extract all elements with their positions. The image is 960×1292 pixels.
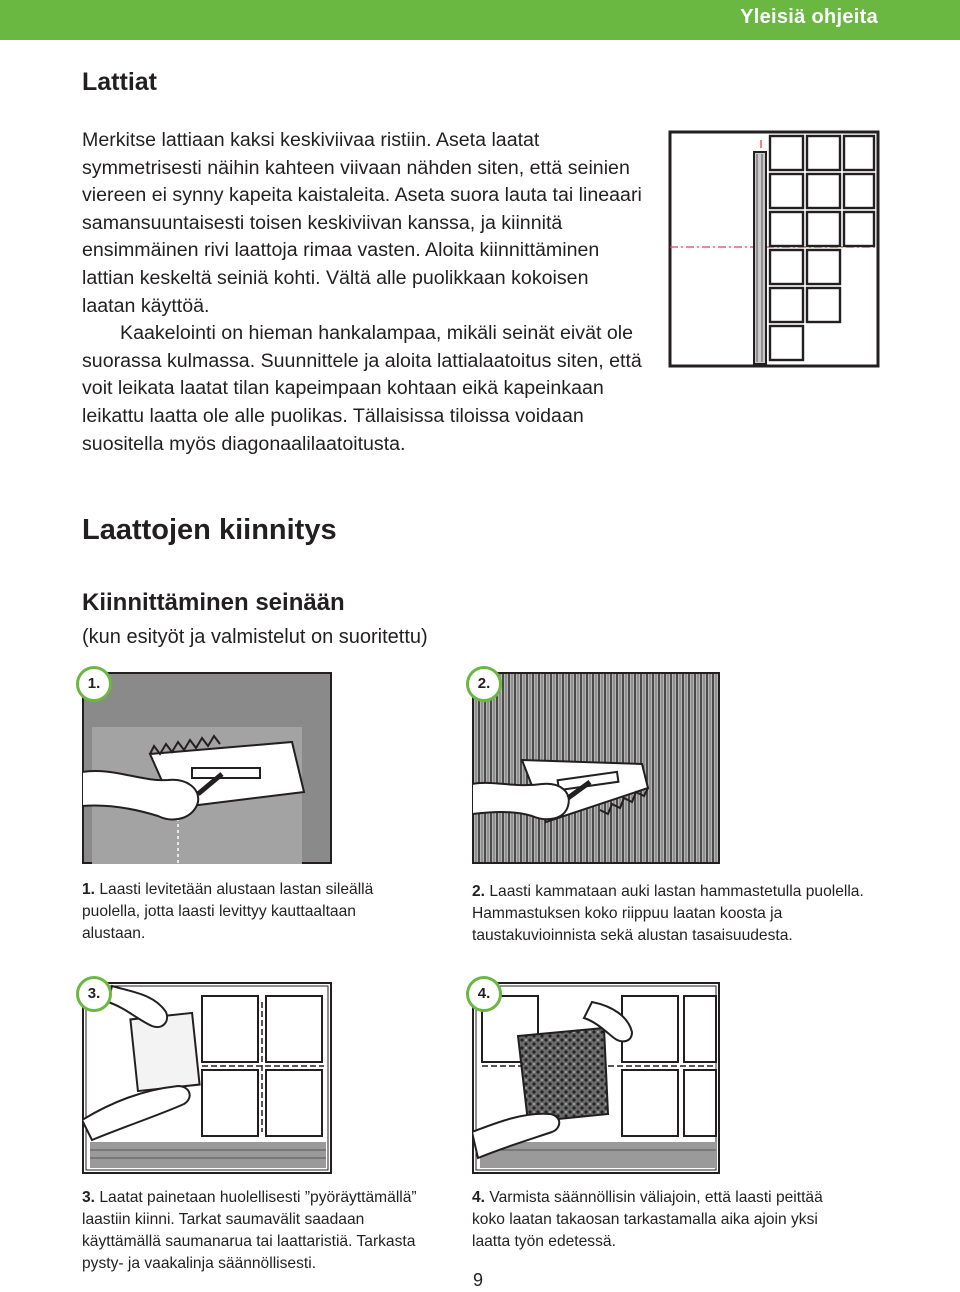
step-4-badge: 4. — [466, 976, 502, 1012]
header-bar — [0, 0, 960, 40]
step-1-number: 1. — [82, 881, 96, 898]
wall-fixing-title: Kiinnittäminen seinään — [82, 589, 345, 616]
step-1-caption — [82, 879, 382, 945]
step-1-badge: 1. — [76, 666, 112, 702]
step-3-badge: 3. — [76, 976, 112, 1012]
step-2-illustration — [472, 672, 720, 869]
wall-fixing-subtitle: (kun esityöt ja valmistelut on suoritettu) — [82, 626, 428, 648]
page-number: 9 — [473, 1270, 484, 1290]
floor-text — [82, 127, 647, 458]
step-4-illustration — [472, 982, 720, 1179]
fixing-title: Laattojen kiinnitys — [82, 514, 337, 546]
step-4-svg — [472, 982, 720, 1174]
step-4-number: 4. — [472, 1189, 486, 1206]
step-4-text: Varmista säännöllisin väliajoin, että laasti peittää koko laatan takaosan tarkastamalla aika ajoin yksi laatta työn edetessä. — [472, 1189, 823, 1250]
step-2-badge: 2. — [466, 666, 502, 702]
step-1-text: Laasti levitetään alustaan lastan sileällä puolella, jotta laasti levittyy kauttaaltaan alustaan. — [82, 881, 374, 942]
step-1-illustration — [82, 672, 332, 869]
step-3-illustration — [82, 982, 332, 1179]
step-2-caption — [472, 881, 872, 947]
floor-title: Lattiat — [82, 68, 157, 96]
step-3-svg — [82, 982, 332, 1174]
floor-paragraph-1: Merkitse lattiaan kaksi keskiviivaa ristiin. Aseta laatat symmetrisesti näihin kahteen viivaan nähden siten, että seinien viereen ei synny kapeita kaistaleita. Aseta suora lauta tai lineaari samansuuntaisesti toisen keskiviivan kanssa, ja kiinnitä ensimmäinen rivi laattoja rimaa vasten. Aloita kiinnittäminen lattian keskeltä seiniä kohti. Vältä alle puolikkaan kokoisen laatan käyttöä. — [82, 129, 642, 317]
step-3-caption — [82, 1187, 442, 1275]
floor-paragraph-2: Kaakelointi on hieman hankalampaa, mikäli seinät eivät ole suorassa kulmassa. Suunnittele ja aloita lattialaatoitus siten, että voit leikata laatat tilan kapeimpaan kohtaan eikä kapeinkaan leikattu laatta ole alle puolikas. Tällaisissa tiloissa voidaan suositella myös diagonaalilaatoitusta. — [82, 322, 642, 455]
step-2-svg — [472, 672, 720, 864]
step-2-text: Laasti kammataan auki lastan hammastetulla puolella. Hammastuksen koko riippuu laatan koosta ja taustakuvioinnista sekä alustan tasaisuudesta. — [472, 883, 864, 944]
floor-tile-diagram-svg — [668, 130, 880, 368]
step-3-text: Laatat painetaan huolellisesti ”pyöräyttämällä” laastiin kiinni. Tarkat saumavälit saadaan käyttämällä saumanarua tai laattaristiä. Tarkasta pysty- ja vaakalinja säännöllisesti. — [82, 1189, 417, 1272]
step-3-number: 3. — [82, 1189, 96, 1206]
floor-tile-diagram — [668, 130, 880, 373]
section-title: Yleisiä ohjeita — [740, 6, 878, 28]
step-2-number: 2. — [472, 883, 486, 900]
step-1-svg — [82, 672, 332, 864]
step-4-caption — [472, 1187, 842, 1253]
